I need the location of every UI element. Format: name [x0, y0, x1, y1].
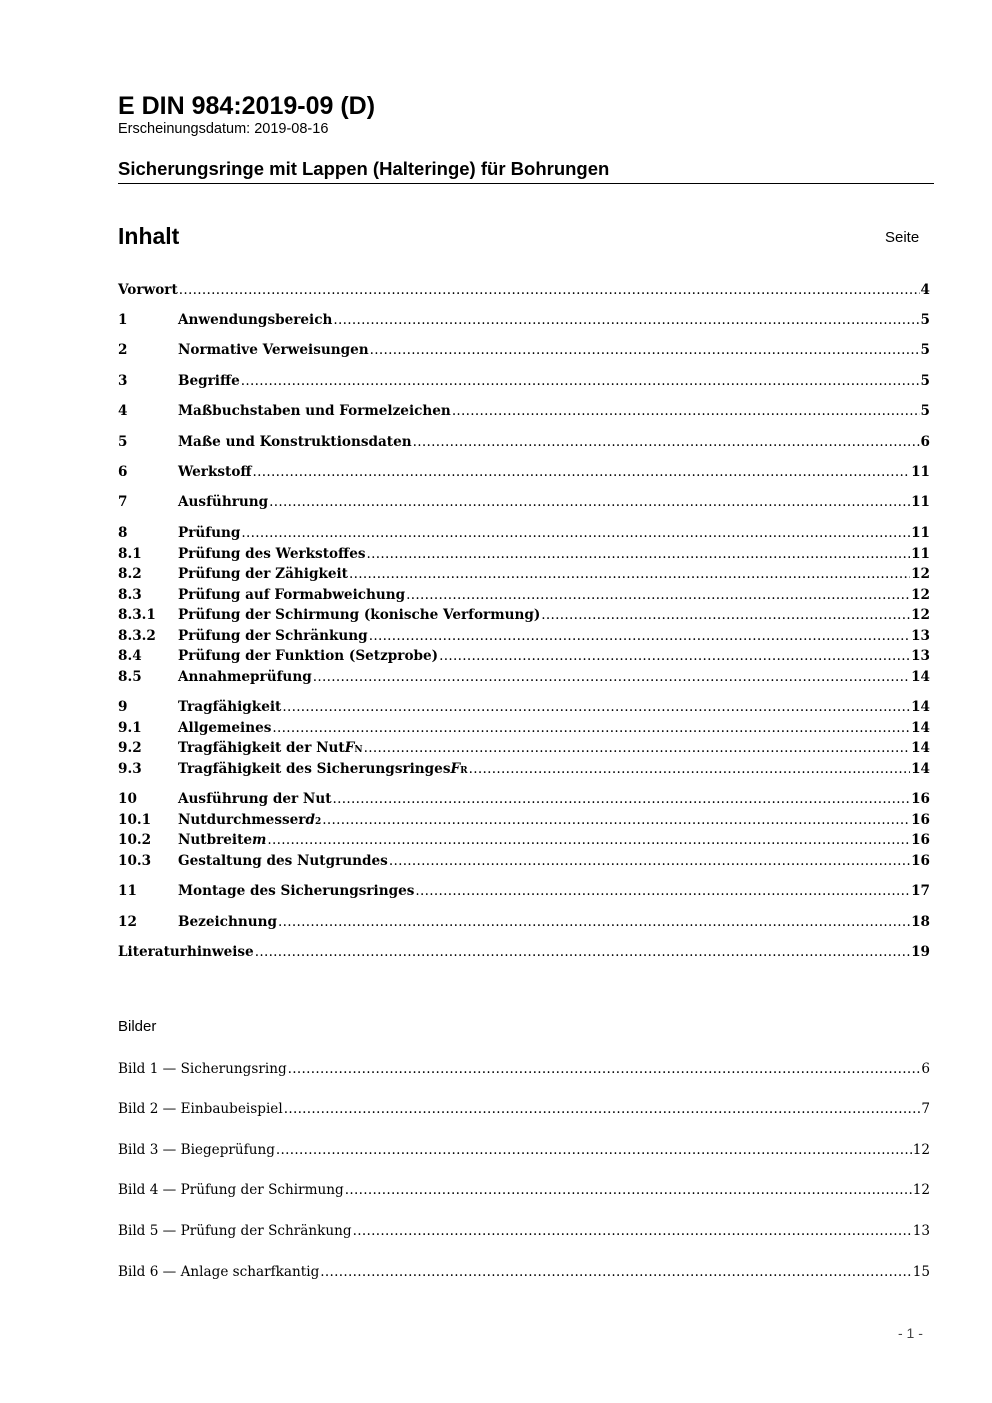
toc-entry-number: 8.3.2: [118, 628, 156, 644]
figure-entry[interactable]: [118, 1140, 930, 1160]
toc-entry-title: Montage des Sicherungsringes: [178, 883, 415, 899]
toc-entry-number: 8: [118, 525, 128, 541]
toc-entry-number: 9.1: [118, 720, 142, 736]
toc-entry-page: 16: [911, 853, 930, 869]
toc-entry-page: 13: [911, 648, 930, 664]
toc-entry-number: 8.1: [118, 546, 142, 562]
toc-entry-page: 14: [911, 720, 930, 736]
toc-entry-page: 19: [911, 944, 930, 960]
toc-entry-title: Nutbreite: [178, 832, 252, 848]
document-id: E DIN 984:2019-09 (D): [118, 92, 376, 120]
toc-dot-leader: [253, 462, 911, 482]
toc-dot-leader: [469, 759, 910, 779]
toc-entry-page: 11: [911, 494, 930, 510]
toc-entry-number: 9.2: [118, 740, 142, 756]
figure-entry-page: 13: [912, 1223, 930, 1239]
toc-dot-leader: [272, 718, 910, 738]
toc-entry-page: 14: [911, 761, 930, 777]
toc-dot-leader: [241, 523, 910, 543]
figure-dot-leader: [345, 1180, 912, 1200]
toc-entry[interactable]: [118, 605, 930, 625]
figure-entry-title: Bild 2 — Einbaubeispiel: [118, 1101, 283, 1117]
toc-entry-symbol: d: [305, 812, 315, 828]
toc-entry-title: Ausführung der Nut: [178, 791, 332, 807]
toc-dot-leader: [413, 432, 920, 452]
toc-entry-title: Prüfung des Werkstoffes: [178, 546, 366, 562]
figures-heading: Bilder: [118, 1018, 157, 1035]
toc-entry-page: 14: [911, 699, 930, 715]
toc-entry[interactable]: [118, 371, 930, 391]
toc-entry[interactable]: [118, 340, 930, 360]
toc-dot-leader: [255, 942, 910, 962]
toc-entry-page: 4: [920, 282, 930, 298]
toc-entry-title: Werkstoff: [178, 464, 252, 480]
figure-dot-leader: [284, 1099, 921, 1119]
toc-entry-page: 17: [911, 883, 930, 899]
toc-dot-leader: [367, 544, 911, 564]
toc-entry-page: 11: [911, 525, 930, 541]
toc-entry[interactable]: [118, 280, 930, 300]
toc-dot-leader: [370, 340, 920, 360]
toc-entry-number: 2: [118, 342, 128, 358]
figure-entry-page: 7: [921, 1101, 930, 1117]
toc-entry-page: 12: [911, 607, 930, 623]
toc-dot-leader: [364, 738, 910, 758]
toc-dot-leader: [269, 492, 910, 512]
toc-entry-number: Vorwort: [118, 282, 178, 298]
page-number: - 1 -: [898, 1325, 923, 1341]
toc-entry-title: Prüfung der Schirmung (konische Verformung): [178, 607, 541, 623]
figure-entry[interactable]: [118, 1099, 930, 1119]
toc-dot-leader: [439, 646, 910, 666]
toc-entry-title: Anwendungsbereich: [178, 312, 333, 328]
document-title: Sicherungsringe mit Lappen (Halteringe) für Bohrungen: [118, 158, 610, 179]
toc-entry-page: 14: [911, 740, 930, 756]
toc-dot-leader: [406, 585, 910, 605]
toc-entry[interactable]: 10.1 Nutdurchmesser d 2 ..... 16: [118, 810, 930, 830]
toc-entry-page: 14: [911, 669, 930, 685]
toc-entry-title: Prüfung: [178, 525, 241, 541]
publication-date: Erscheinungsdatum: 2019-08-16: [118, 121, 329, 137]
toc-entry-symbol: m: [252, 832, 267, 848]
toc-entry-page: 5: [920, 312, 930, 328]
figure-entry[interactable]: [118, 1059, 930, 1079]
toc-entry-title: Normative Verweisungen: [178, 342, 369, 358]
toc-dot-leader: [313, 667, 910, 687]
toc-entry[interactable]: [118, 626, 930, 646]
toc-entry-title: Tragfähigkeit: [178, 699, 282, 715]
toc-entry[interactable]: [118, 851, 930, 871]
toc-entry-title: Allgemeines: [178, 720, 272, 736]
figure-entry-title: Bild 3 — Biegeprüfung: [118, 1142, 275, 1158]
toc-entry-symbol: F: [344, 740, 355, 756]
toc-entry[interactable]: [118, 585, 930, 605]
toc-entry-page: 5: [920, 342, 930, 358]
toc-entry[interactable]: 9.3 Tragfähigkeit des Sicherungsringes F R ..... 14: [118, 759, 930, 779]
toc-entry-number: 3: [118, 373, 128, 389]
toc-entry[interactable]: [118, 492, 930, 512]
figure-dot-leader: [353, 1221, 912, 1241]
toc-entry-page: 6: [920, 434, 930, 450]
toc-entry-number: 10.1: [118, 812, 152, 828]
figure-entry[interactable]: [118, 1262, 930, 1282]
toc-entry[interactable]: [118, 401, 930, 421]
toc-entry-number: 10.3: [118, 853, 152, 869]
toc-entry[interactable]: [118, 789, 930, 809]
toc-entry-number: 8.2: [118, 566, 142, 582]
toc-dot-leader: [369, 626, 910, 646]
toc-heading: Inhalt: [118, 223, 180, 249]
toc-entry[interactable]: [118, 432, 930, 452]
toc-entry[interactable]: [118, 310, 930, 330]
toc-entry[interactable]: [118, 942, 930, 962]
toc-entry[interactable]: [118, 830, 930, 850]
figure-entry-page: 15: [912, 1264, 930, 1280]
figure-entry[interactable]: [118, 1180, 930, 1200]
toc-entry-number: 5: [118, 434, 128, 450]
toc-entry-number: 4: [118, 403, 128, 419]
toc-entry-title: Tragfähigkeit des Sicherungsringes: [178, 761, 451, 777]
toc-entry-title: Nutdurchmesser: [178, 812, 306, 828]
figure-entry-title: Bild 1 — Sicherungsring: [118, 1061, 287, 1077]
toc-dot-leader: [241, 371, 920, 391]
figure-entry-title: Bild 4 — Prüfung der Schirmung: [118, 1182, 344, 1198]
figure-entry[interactable]: [118, 1221, 930, 1241]
figure-dot-leader: [320, 1262, 911, 1282]
toc-dot-leader: [179, 280, 920, 300]
toc-dot-leader: [389, 851, 910, 871]
toc-dot-leader: [282, 697, 910, 717]
toc-entry-page: 12: [911, 566, 930, 582]
toc-entry-number: 1: [118, 312, 128, 328]
toc-entry-number: 8.3: [118, 587, 142, 603]
toc-dot-leader: [267, 830, 910, 850]
toc-entry-title: Ausführung: [178, 494, 269, 510]
toc-entry[interactable]: [118, 718, 930, 738]
toc-entry[interactable]: [118, 544, 930, 564]
toc-entry-page: 18: [911, 914, 930, 930]
toc-dot-leader: [415, 881, 910, 901]
toc-entry-number: Literaturhinweise: [118, 944, 254, 960]
toc-entry[interactable]: [118, 697, 930, 717]
figure-entry-page: 6: [921, 1061, 930, 1077]
toc-entry-page: 11: [911, 546, 930, 562]
toc-dot-leader: [333, 310, 919, 330]
toc-entry-title: Prüfung der Schränkung: [178, 628, 368, 644]
toc-dot-leader: [452, 401, 920, 421]
toc-entry-number: 8.4: [118, 648, 142, 664]
toc-page-column-label: Seite: [885, 229, 920, 246]
toc-entry-number: 8.3.1: [118, 607, 156, 623]
toc-dot-leader: [541, 605, 910, 625]
toc-entry-page: 16: [911, 791, 930, 807]
toc-entry-page: 13: [911, 628, 930, 644]
toc-dot-leader: [278, 912, 910, 932]
toc-entry-title: Begriffe: [178, 373, 240, 389]
toc-entry-number: 11: [118, 883, 137, 899]
toc-entry-title: Prüfung der Zähigkeit: [178, 566, 348, 582]
toc-entry-number: 12: [118, 914, 137, 930]
figure-dot-leader: [276, 1140, 912, 1160]
toc-entry-number: 7: [118, 494, 128, 510]
toc-entry-page: 5: [920, 373, 930, 389]
figure-entry-title: Bild 6 — Anlage scharfkantig: [118, 1264, 320, 1280]
toc-entry-page: 11: [911, 464, 930, 480]
toc-entry-number: 6: [118, 464, 128, 480]
toc-entry-number: 8.5: [118, 669, 142, 685]
toc-dot-leader: [322, 810, 910, 830]
toc-entry-number: 9.3: [118, 761, 142, 777]
toc-entry-title: Prüfung auf Formabweichung: [178, 587, 406, 603]
toc-entry-number: 10: [118, 791, 137, 807]
toc-entry-title: Tragfähigkeit der Nut: [178, 740, 345, 756]
toc-entry[interactable]: [118, 667, 930, 687]
toc-entry[interactable]: [118, 646, 930, 666]
toc-entry[interactable]: [118, 881, 930, 901]
toc-entry-page: 5: [920, 403, 930, 419]
toc-entry-title: Prüfung der Funktion (Setzprobe): [178, 648, 439, 664]
toc-entry-page: 16: [911, 812, 930, 828]
figure-entry-page: 12: [912, 1142, 930, 1158]
toc-entry-title: Gestaltung des Nutgrundes: [178, 853, 388, 869]
figure-entry-page: 12: [912, 1182, 930, 1198]
toc-entry-page: 16: [911, 832, 930, 848]
toc-entry[interactable]: 9.2 Tragfähigkeit der Nut F N ..... 14: [118, 738, 930, 758]
toc-entry-title: Maßbuchstaben und Formelzeichen: [178, 403, 451, 419]
toc-dot-leader: [333, 789, 911, 809]
toc-entry-number: 10.2: [118, 832, 152, 848]
title-divider: [118, 183, 934, 184]
toc-entry[interactable]: [118, 462, 930, 482]
toc-dot-leader: [349, 564, 910, 584]
toc-entry-page: 12: [911, 587, 930, 603]
figure-entry-title: Bild 5 — Prüfung der Schränkung: [118, 1223, 352, 1239]
toc-entry-symbol: F: [450, 761, 461, 777]
toc-entry-title: Maße und Konstruktionsdaten: [178, 434, 412, 450]
toc-entry-title: Annahmeprüfung: [178, 669, 312, 685]
figure-dot-leader: [288, 1059, 921, 1079]
toc-entry[interactable]: [118, 912, 930, 932]
toc-entry[interactable]: [118, 523, 930, 543]
toc-entry[interactable]: [118, 564, 930, 584]
toc-entry-number: 9: [118, 699, 128, 715]
toc-entry-title: Bezeichnung: [178, 914, 277, 930]
